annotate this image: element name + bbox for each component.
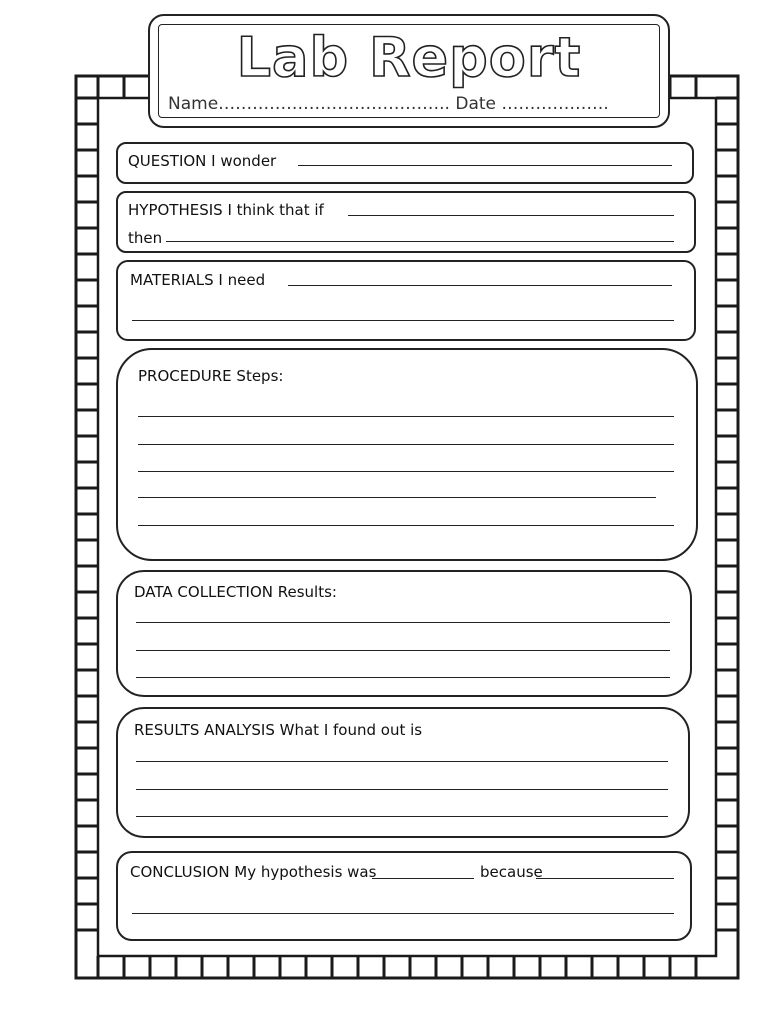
procedure-label: PROCEDURE Steps:	[138, 367, 284, 385]
question-label: QUESTION I wonder	[128, 152, 277, 170]
hypothesis-section	[116, 191, 696, 253]
question-section	[116, 142, 694, 184]
conclusion-because-label: because	[480, 863, 543, 881]
conclusion-label: CONCLUSION My hypothesis was	[130, 863, 377, 881]
data-line-2[interactable]	[136, 650, 670, 651]
results-line-3[interactable]	[136, 816, 668, 817]
data-collection-section	[116, 570, 692, 697]
name-date-line: Name………………………………….. Date ……………….	[168, 94, 609, 114]
question-answer-line[interactable]	[298, 165, 672, 166]
procedure-line-1[interactable]	[138, 416, 674, 417]
procedure-section	[116, 348, 698, 561]
procedure-line-2[interactable]	[138, 444, 674, 445]
procedure-line-3[interactable]	[138, 471, 674, 472]
data-line-3[interactable]	[136, 677, 670, 678]
conclusion-section	[116, 851, 692, 941]
hypothesis-if-line[interactable]	[348, 215, 674, 216]
page-title: Lab Report	[236, 26, 582, 89]
conclusion-because-line[interactable]	[536, 878, 674, 879]
materials-line-2[interactable]	[132, 320, 674, 321]
materials-label: MATERIALS I need	[130, 271, 266, 289]
conclusion-line-2[interactable]	[132, 913, 674, 914]
materials-section	[116, 260, 696, 341]
data-line-1[interactable]	[136, 622, 670, 623]
procedure-line-4[interactable]	[138, 497, 656, 498]
results-analysis-label: RESULTS ANALYSIS What I found out is	[134, 721, 423, 739]
hypothesis-then-label: then	[128, 229, 163, 247]
results-line-2[interactable]	[136, 789, 668, 790]
title-card	[148, 14, 670, 128]
hypothesis-then-line[interactable]	[166, 241, 674, 242]
procedure-line-5[interactable]	[138, 525, 674, 526]
data-collection-label: DATA COLLECTION Results:	[134, 583, 337, 601]
results-analysis-section	[116, 707, 690, 838]
conclusion-hypothesis-blank[interactable]	[372, 878, 474, 879]
materials-line-1[interactable]	[288, 285, 672, 286]
hypothesis-label: HYPOTHESIS I think that if	[128, 201, 324, 219]
results-line-1[interactable]	[136, 761, 668, 762]
